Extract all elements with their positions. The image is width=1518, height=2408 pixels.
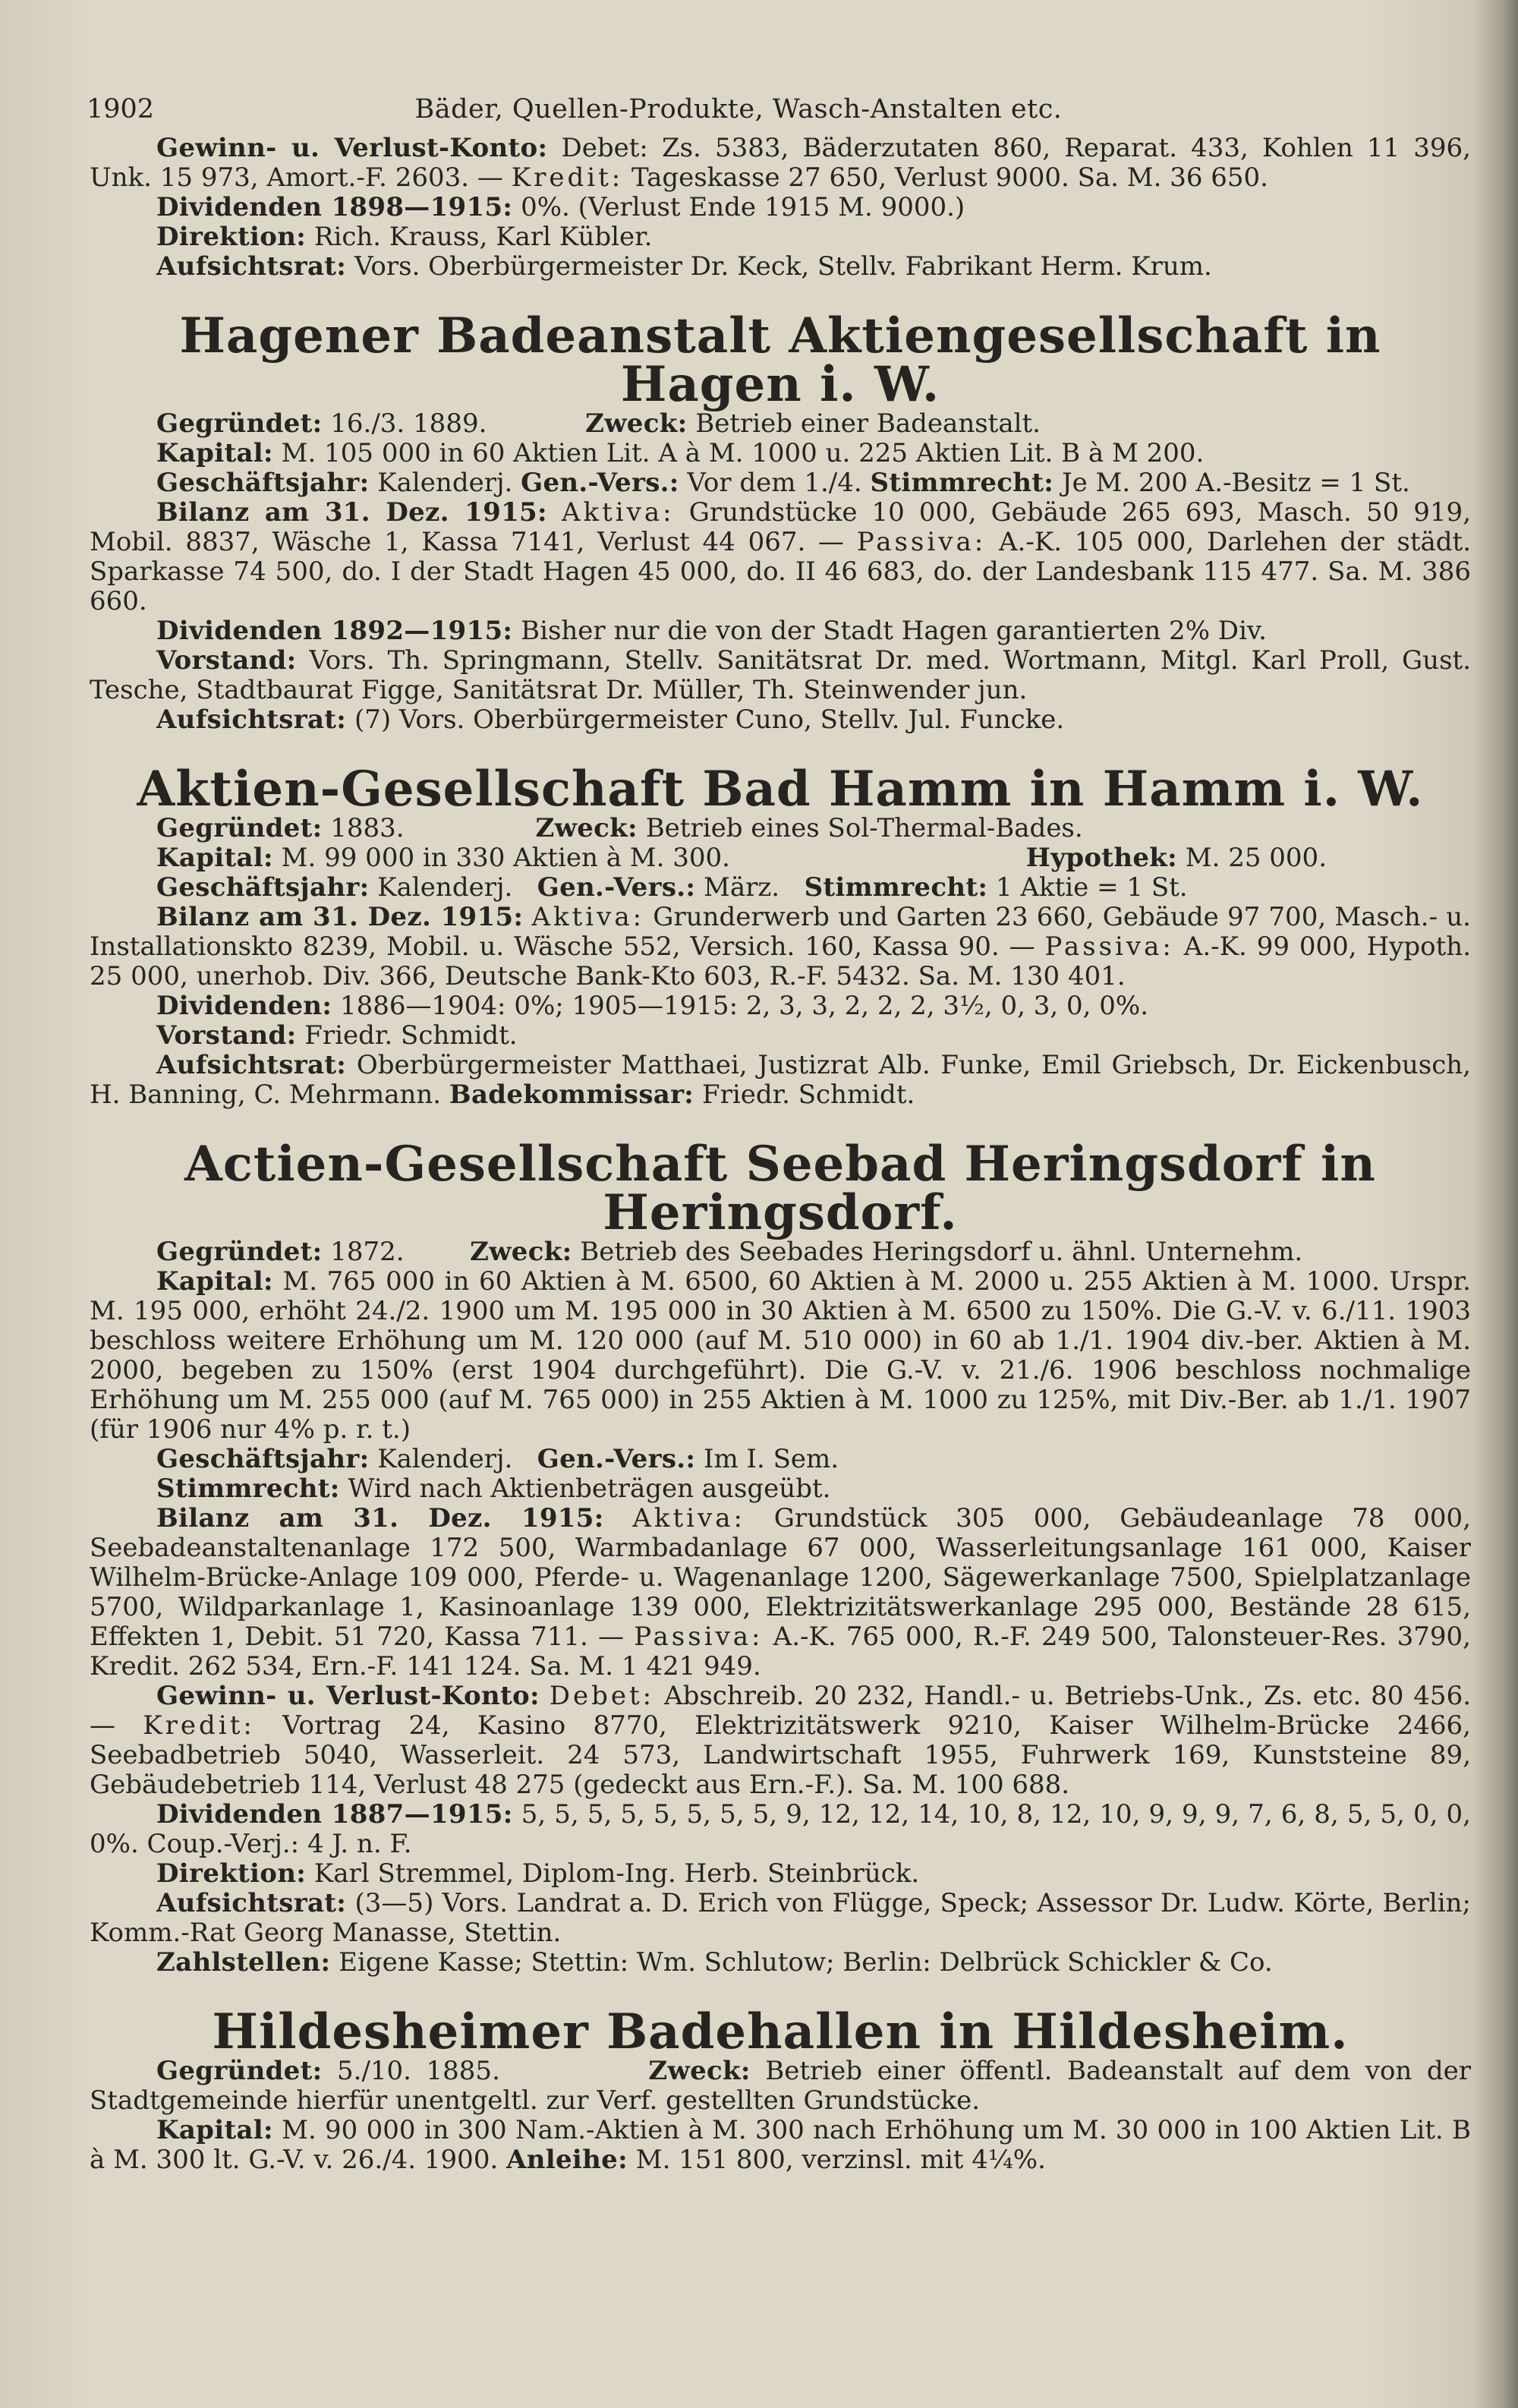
hamm-hypothek: Hypothek: M. 25 000. <box>1025 843 1327 873</box>
hagen-heading: Hagener Badeanstalt Aktiengesellschaft in Hagen i. W. <box>179 307 1381 413</box>
intro-guv: Gewinn- u. Verlust-Konto: Debet: Zs. 5383, Bäderzutaten 860, Reparat. 433, Kohlen 11 396, Unk. 15 973, Amort.-F. 2603. — Kredit: Tageskasse 27 650, Verlust 9000. Sa. M. 36 650. <box>90 133 1471 193</box>
heringsdorf-dividenden: Dividenden 1887—1915: 5, 5, 5, 5, 5, 5, 5, 5, 9, 12, 12, 14, 10, 8, 12, 10, 9, 9, 9, 7, 6, 8, 5, 5, 0, 0, 0%. Coup.-Verj.: 4 J. n. F. <box>90 1799 1471 1859</box>
hamm-heading: Aktien-Gesellschaft Bad Hamm in Hamm i. W. <box>137 761 1424 818</box>
running-header <box>87 84 1471 134</box>
hildesheim-heading: Hildesheimer Badehallen in Hildesheim. <box>212 2003 1349 2060</box>
running-title: Bäder, Quellen-Produkte, Wasch-Anstalten etc. <box>414 94 1063 124</box>
hamm-gegruendet: Gegründet: 1883. Zweck: Betrieb eines Sol-Thermal-Bades. <box>156 813 1083 843</box>
page-number: 1902 <box>87 94 155 124</box>
hagen-kapital: Kapital: M. 105 000 in 60 Aktien Lit. A à M. 1000 u. 225 Aktien Lit. B à M 200. <box>156 438 1205 468</box>
hagen-bilanz: Bilanz am 31. Dez. 1915: Aktiva: Grundstücke 10 000, Gebäude 265 693, Masch. 50 919, Mobil. 8837, Wäsche 1, Kassa 7141, Verlust 44 067. — Passiva: A.-K. 105 000, Darlehen der städt. Sparkasse 74 500, do. I der Stadt Hagen 45 000, do. II 46 683, do. der Landesbank 115 477. Sa. M. 386 660. <box>90 497 1471 616</box>
intro-dividenden: Dividenden 1898—1915: 0%. (Verlust Ende 1915 M. 9000.) <box>156 192 965 222</box>
hildesheim-kapital: Kapital: M. 90 000 in 300 Nam.-Aktien à M. 300 nach Erhöhung um M. 30 000 in 100 Aktien Lit. B à M. 300 lt. G.-V. v. 26./4. 1900. Anleihe: M. 151 800, verzinsl. mit 4¼%. <box>90 2115 1471 2175</box>
heringsdorf-geschaeftsjahr: Geschäftsjahr: Kalenderj. Gen.-Vers.: Im I. Sem. <box>156 1444 839 1474</box>
intro-direktion: Direktion: Rich. Krauss, Karl Kübler. <box>156 222 653 252</box>
intro-aufsichtsrat: Aufsichtsrat: Vors. Oberbürgermeister Dr. Keck, Stellv. Fabrikant Herm. Krum. <box>156 251 1212 282</box>
hagen-dividenden: Dividenden 1892—1915: Bisher nur die von der Stadt Hagen garantierten 2% Div. <box>156 616 1267 646</box>
heringsdorf-direktion: Direktion: Karl Stremmel, Diplom-Ing. Herb. Steinbrück. <box>156 1858 920 1889</box>
hamm-vorstand: Vorstand: Friedr. Schmidt. <box>156 1020 518 1051</box>
hagen-vorstand: Vorstand: Vors. Th. Springmann, Stellv. Sanitätsrat Dr. med. Wortmann, Mitgl. Karl Proll, Gust. Tesche, Stadtbaurat Figge, Sanitätsrat Dr. Müller, Th. Steinwender jun. <box>90 645 1471 705</box>
hamm-bilanz: Bilanz am 31. Dez. 1915: Aktiva: Grunderwerb und Garten 23 660, Gebäude 97 700, Masch.- u. Installationskto 8239, Mobil. u. Wäsche 552, Versich. 160, Kassa 90. — Passiva: A.-K. 99 000, Hypoth. 25 000, unerhob. Div. 366, Deutsche Bank-Kto 603, R.-F. 5432. Sa. M. 130 401. <box>90 902 1471 991</box>
heringsdorf-guv: Gewinn- u. Verlust-Konto: Debet: Abschreib. 20 232, Handl.- u. Betriebs-Unk., Zs. etc. 80 456. — Kredit: Vortrag 24, Kasino 8770, Elektrizitätswerk 9210, Kaiser Wilhelm-Brücke 2466, Seebadbetrieb 5040, Wasserleit. 24 573, Landwirtschaft 1955, Fuhrwerk 169, Kunststeine 89, Gebäudebetrieb 114, Verlust 48 275 (gedeckt aus Ern.-F.). Sa. M. 100 688. <box>90 1681 1472 1800</box>
heringsdorf-aufsichtsrat: Aufsichtsrat: (3—5) Vors. Landrat a. D. Erich von Flügge, Speck; Assessor Dr. Ludw. Körte, Berlin; Komm.-Rat Georg Manasse, Stettin. <box>90 1888 1471 1948</box>
heringsdorf-heading: Actien-Gesellschaft Seebad Heringsdorf in Heringsdorf. <box>184 1136 1376 1241</box>
text-column <box>87 84 1472 2175</box>
heringsdorf-stimmrecht: Stimmrecht: Wird nach Aktienbeträgen ausgeübt. <box>156 1473 831 1504</box>
heringsdorf-kapital: Kapital: M. 765 000 in 60 Aktien à M. 6500, 60 Aktien à M. 2000 u. 255 Aktien à M. 1000. Urspr. M. 195 000, erhöht 24./2. 1900 um M. 195 000 in 30 Aktien à M. 6500 zu 150%. Die G.-V. v. 6./11. 1903 beschloss weitere Erhöhung um M. 120 000 (auf M. 510 000) in 60 ab 1./1. 1904 div.-ber. Aktien à M. 2000, begeben zu 150% (erst 1904 durchgeführt). Die G.-V. v. 21./6. 1906 beschloss nochmalige Erhöhung um M. 255 000 (auf M. 765 000) in 255 Aktien à M. 1000 zu 125%, mit Div.-Ber. ab 1./1. 1907 (für 1906 nur 4% p. r. t.) <box>90 1266 1471 1445</box>
hamm-geschaeftsjahr: Geschäftsjahr: Kalenderj. Gen.-Vers.: März. Stimmrecht: 1 Aktie = 1 St. <box>156 872 1188 903</box>
hamm-dividenden: Dividenden: 1886—1904: 0%; 1905—1915: 2, 3, 3, 2, 2, 2, 3½, 0, 3, 0, 0%. <box>156 991 1149 1021</box>
hagen-geschaeftsjahr: Geschäftsjahr: Kalenderj. Gen.-Vers.: Vor dem 1./4. Stimmrecht: Je M. 200 A.-Besitz = 1 St. <box>156 468 1410 498</box>
heringsdorf-gegruendet: Gegründet: 1872. Zweck: Betrieb des Seebades Heringsdorf u. ähnl. Unternehm. <box>156 1237 1303 1267</box>
hagen-gegruendet: Gegründet: 16./3. 1889. Zweck: Betrieb einer Badeanstalt. <box>156 408 1041 439</box>
hamm-kapital-row <box>90 843 1471 873</box>
heringsdorf-zahlstellen: Zahlstellen: Eigene Kasse; Stettin: Wm. Schlutow; Berlin: Delbrück Schickler & Co. <box>156 1947 1273 1978</box>
heringsdorf-bilanz: Bilanz am 31. Dez. 1915: Aktiva: Grundstück 305 000, Gebäudeanlage 78 000, Seebadeanstaltenanlage 172 500, Warmbadanlage 67 000, Wasserleitungsanlage 161 000, Kaiser Wilhelm-Brücke-Anlage 109 000, Pferde- u. Wagenanlage 1200, Sägewerkanlage 7500, Spielplatzanlage 5700, Wildparkanlage 1, Kasinoanlage 139 000, Elektrizitätswerkanlage 295 000, Bestände 28 615, Effekten 1, Debit. 51 720, Kassa 711. — Passiva: A.-K. 765 000, R.-F. 249 500, Talonsteuer-Res. 3790, Kredit. 262 534, Ern.-F. 141 124. Sa. M. 1 421 949. <box>90 1503 1471 1682</box>
hagen-aufsichtsrat: Aufsichtsrat: (7) Vors. Oberbürgermeister Cuno, Stellv. Jul. Funcke. <box>156 704 1065 735</box>
hamm-aufsichtsrat: Aufsichtsrat: Oberbürgermeister Matthaei, Justizrat Alb. Funke, Emil Griebsch, Dr. Eickenbusch, H. Banning, C. Mehrmann. Badekommissar: Friedr. Schmidt. <box>90 1050 1471 1110</box>
hildesheim-gegruendet: Gegründet: 5./10. 1885. Zweck: Betrieb einer öffentl. Badeanstalt auf dem von der Stadtgemeinde hierfür unentgeltl. zur Verf. gestellten Grundstücke. <box>90 2056 1471 2116</box>
hamm-kapital: Kapital: M. 99 000 in 330 Aktien à M. 300. <box>156 843 730 873</box>
